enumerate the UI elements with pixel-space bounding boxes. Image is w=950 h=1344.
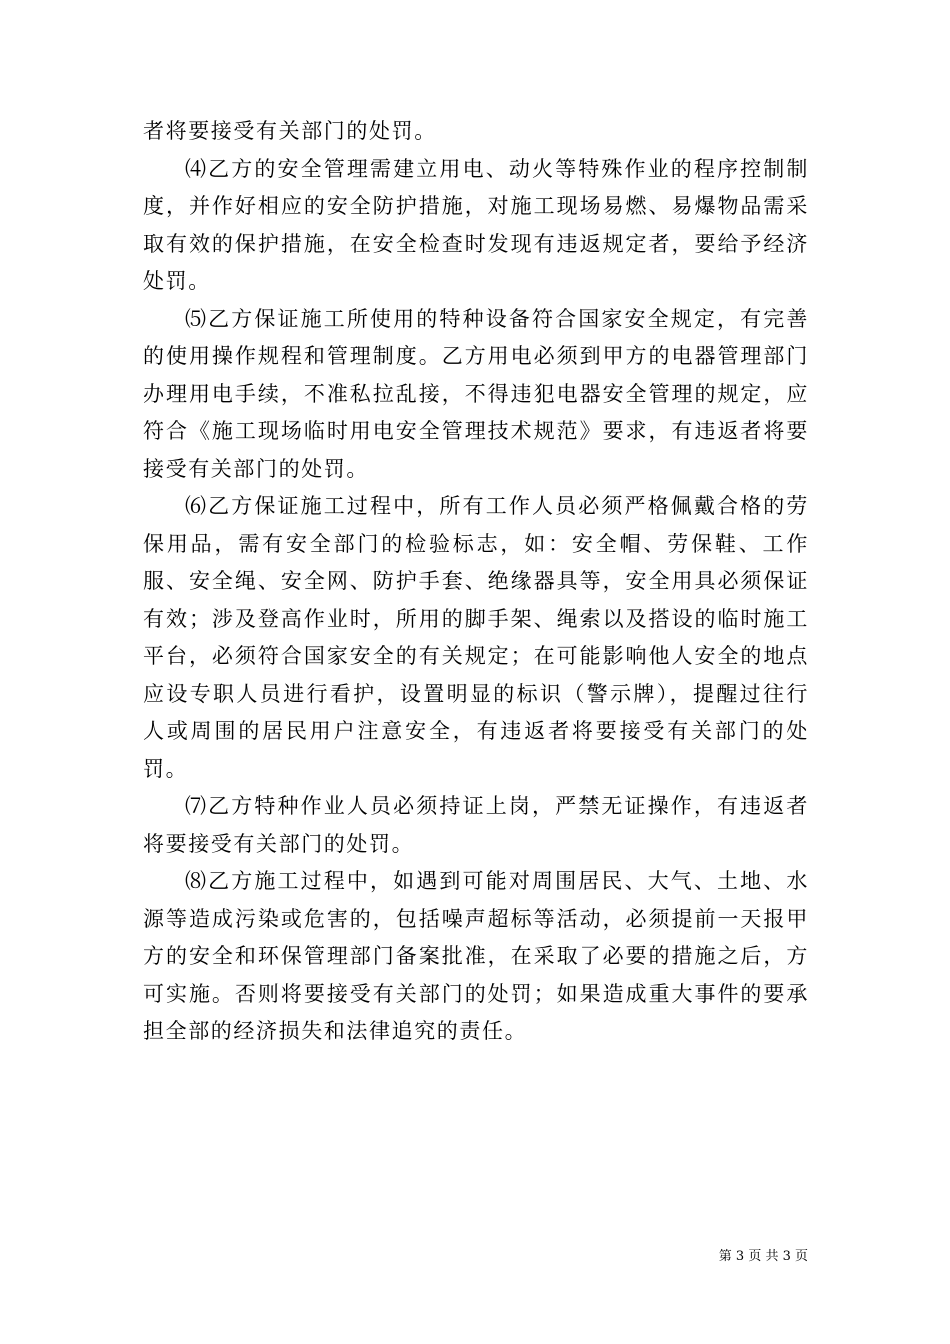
paragraph-clause-7: ⑺乙方特种作业人员必须持证上岗，严禁无证操作，有违返者将要接受有关部门的处罚。 [143, 794, 809, 856]
document-body [143, 113, 809, 1051]
paragraph-clause-4: ⑷乙方的安全管理需建立用电、动火等特殊作业的程序控制制度，并作好相应的安全防护措施，对施工现场易燃、易爆物品需采取有效的保护措施，在安全检查时发现有违返规定者，要给予经济处罚。 [143, 156, 809, 293]
page-number-footer: 第 3 页 共 3 页 [718, 1249, 808, 1264]
paragraph-clause-5: ⑸乙方保证施工所使用的特种设备符合国家安全规定，有完善的使用操作规程和管理制度。乙方用电必须到甲方的电器管理部门办理用电手续，不准私拉乱接，不得违犯电器安全管理的规定，应符合《施工现场临时用电安全管理技术规范》要求，有违返者将要接受有关部门的处罚。 [143, 306, 809, 481]
paragraph-clause-8: ⑻乙方施工过程中，如遇到可能对周围居民、大气、土地、水源等造成污染或危害的，包括噪声超标等活动，必须提前一天报甲方的安全和环保管理部门备案批准，在采取了必要的措施之后，方可实施。否则将要接受有关部门的处罚；如果造成重大事件的要承担全部的经济损失和法律追究的责任。 [143, 869, 809, 1043]
paragraph-continuation: 者将要接受有关部门的处罚。 [143, 119, 437, 143]
paragraph-clause-6: ⑹乙方保证施工过程中，所有工作人员必须严格佩戴合格的劳保用品，需有安全部门的检验标志，如：安全帽、劳保鞋、工作服、安全绳、安全网、防护手套、绝缘器具等，安全用具必须保证有效；涉及登高作业时，所用的脚手架、绳索以及搭设的临时施工平台，必须符合国家安全的有关规定；在可能影响他人安全的地点应设专职人员进行看护，设置明显的标识（警示牌），提醒过往行人或周围的居民用户注意安全，有违返者将要接受有关部门的处罚。 [143, 494, 809, 781]
